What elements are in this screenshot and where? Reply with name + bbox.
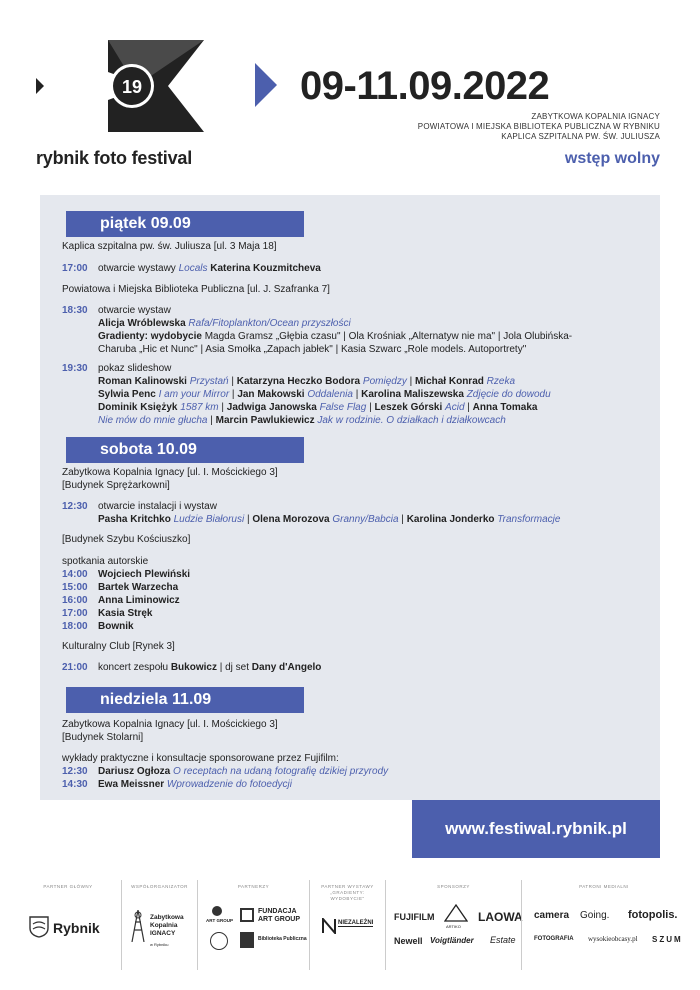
separator: | xyxy=(218,402,227,413)
location: [Budynek Sprężarkowni] xyxy=(62,480,170,491)
meeting-name: Wojciech Plewiński xyxy=(98,569,191,580)
separator: | xyxy=(244,514,253,525)
day-header-sunday: niedziela 11.09 xyxy=(66,687,304,713)
rybnik-crest-icon xyxy=(29,916,49,938)
circle-seal-icon xyxy=(210,932,228,950)
meeting-name: Bartek Warzecha xyxy=(98,582,179,593)
talk-time: 14:30 xyxy=(62,779,88,790)
artist-name: Marcin Pawlukiewicz xyxy=(215,415,318,426)
work-title: Nie mów do mnie głucha xyxy=(98,415,208,426)
work-title: Ludzie Białorusi xyxy=(173,514,245,525)
co-organizer: WSPÓŁORGANIZATOR Zabytkowa Kopalnia IGNACY w Rybniku xyxy=(121,880,197,970)
talk-time: 12:30 xyxy=(62,766,88,777)
separator: | xyxy=(229,389,238,400)
meeting-time: 17:00 xyxy=(62,608,88,619)
artist-name: Roman Kalinowski xyxy=(98,376,190,387)
meetings-title: spotkania autorskie xyxy=(62,556,149,567)
work-title: Acid xyxy=(445,402,465,413)
event-time: 19:30 xyxy=(62,363,88,374)
logo-number: 19 xyxy=(121,77,143,97)
event-line: pokaz slideshow xyxy=(98,363,172,374)
meeting-time: 15:00 xyxy=(62,582,88,593)
event-line: otwarcie instalacji i wystaw xyxy=(98,501,217,512)
work-title: Transformacje xyxy=(497,514,561,525)
meeting-time: 14:00 xyxy=(62,569,88,580)
artist-name: Karolina Jonderko xyxy=(406,514,498,525)
festival-dates: 09-11.09.2022 xyxy=(300,64,550,108)
separator: | xyxy=(207,415,216,426)
talks-intro: wykłady praktyczne i konsultacje sponsorowane przez Fujifilm: xyxy=(62,753,339,764)
event-line: otwarcie wystaw xyxy=(98,305,171,316)
location: Zabytkowa Kopalnia Ignacy [ul. I. Mościckiego 3] xyxy=(62,467,278,478)
work-title: 1587 km xyxy=(180,402,219,413)
artist-name: Sylwia Penc xyxy=(98,389,159,400)
festival-website-link[interactable]: www.festiwal.rybnik.pl xyxy=(412,800,660,858)
separator: | xyxy=(228,376,237,387)
meeting-name: Kasia Stręk xyxy=(98,608,153,619)
meeting-time: 16:00 xyxy=(62,595,88,606)
event-line: otwarcie wystawy Locals Katerina Kouzmitcheva xyxy=(98,263,321,274)
play-arrow-icon xyxy=(255,63,277,107)
event-line: Alicja Wróblewska Rafa/Fitoplankton/Ocean przyszłości xyxy=(98,318,351,329)
artgroup-mark-icon xyxy=(212,906,222,916)
triangle-logo-icon xyxy=(444,904,468,922)
separator: | xyxy=(464,402,473,413)
work-title: Przystań xyxy=(189,376,229,387)
work-title: I am your Mirror xyxy=(158,389,230,400)
slideshow-row xyxy=(98,376,515,389)
work-title: Rzeka xyxy=(486,376,516,387)
event-time: 21:00 xyxy=(62,662,88,673)
work-title: Granny/Babcia xyxy=(332,514,399,525)
artist-name: Olena Morozova xyxy=(252,514,333,525)
niezalezni-mark-icon xyxy=(322,918,336,934)
venue-list xyxy=(418,112,660,142)
slideshow-row xyxy=(98,402,538,415)
location: Zabytkowa Kopalnia Ignacy [ul. I. Mościckiego 3] xyxy=(62,719,278,730)
sponsors: SPONSORZY FUJIFILM ARTIKO LAOWA Newell Voigtländer Estate xyxy=(385,880,521,970)
artist-name: Jan Makowski xyxy=(237,389,308,400)
exhibition-partner: PARTNER WYSTAWY „GRADIENTY: WYDOBYCIE" NIEZALEŻNI xyxy=(309,880,385,970)
separator: | xyxy=(406,376,415,387)
event-line: Charuba „Hic et Nunc" | Asia Smołka „Zapach jabłek" | Kasia Szwarc „Role models. Autoportrety" xyxy=(98,344,527,355)
foundation-mark-icon xyxy=(240,908,254,922)
partners-strip xyxy=(0,880,700,980)
slideshow-row xyxy=(98,389,551,402)
artist-name: Pasha Kritchko xyxy=(98,514,174,525)
slideshow-row xyxy=(98,415,506,428)
day-header-friday: piątek 09.09 xyxy=(66,211,304,237)
venue: POWIATOWA I MIEJSKA BIBLIOTEKA PUBLICZNA W RYBNIKU xyxy=(417,122,660,131)
work-title: False Flag xyxy=(319,402,367,413)
artist-name: Katarzyna Heczko Bodora xyxy=(236,376,363,387)
program-panel xyxy=(40,195,660,800)
work-title: Pomiędzy xyxy=(362,376,407,387)
artist-name: Karolina Maliszewska xyxy=(361,389,467,400)
work-title: Oddalenia xyxy=(307,389,353,400)
event-time: 17:00 xyxy=(62,263,88,274)
separator: | xyxy=(366,402,375,413)
talk-line: Ewa Meissner Wprowadzenie do fotoedycji xyxy=(98,779,292,790)
artist-name: Jadwiga Janowska xyxy=(226,402,320,413)
event-line: koncert zespołu Bukowicz | dj set Dany d'Angelo xyxy=(98,662,322,673)
partners: PARTNERZY ART GROUP FUNDACJA ART GROUP Biblioteka Publiczna xyxy=(197,880,309,970)
day-header-saturday: sobota 10.09 xyxy=(66,437,304,463)
event-time: 12:30 xyxy=(62,501,88,512)
work-title: Jak w rodzinie. O działkach i działkowcach xyxy=(317,415,506,426)
location: [Budynek Szybu Kościuszko] xyxy=(62,534,191,545)
mine-tower-icon xyxy=(130,910,146,942)
separator: | xyxy=(398,514,407,525)
library-mark-icon xyxy=(240,932,254,948)
festival-name: rybnik foto festival xyxy=(36,148,193,168)
media-patrons: PATRONI MEDIALNI camera Going. fotopolis. FOTOGRAFIA wysokieobcasy.pl SZUM xyxy=(521,880,686,970)
small-arrow-icon xyxy=(36,78,44,94)
artist-name: Michał Konrad xyxy=(414,376,487,387)
meeting-name: Anna Liminowicz xyxy=(98,595,180,606)
location: [Budynek Stolarni] xyxy=(62,732,144,743)
exhibition-row xyxy=(98,514,560,527)
event-line: Gradienty: wydobycie Magda Gramsz „Głębia czasu" | Ola Krośniak „Alternatyw nie ma" | Jola Olubińska- xyxy=(98,331,573,342)
artist-name: Anna Tomaka xyxy=(472,402,538,413)
meeting-name: Bownik xyxy=(98,621,134,632)
venue: KAPLICA SZPITALNA PW. ŚW. JULIUSZA xyxy=(501,132,660,141)
festival-logo xyxy=(36,40,206,132)
free-entry-label: wstęp wolny xyxy=(564,150,660,167)
separator: | xyxy=(352,389,362,400)
talk-line: Dariusz Ogłoza O receptach na udaną fotografię dzikiej przyrody xyxy=(98,766,389,777)
artist-name: Dominik Księżyk xyxy=(98,402,181,413)
location: Powiatowa i Miejska Biblioteka Publiczna [ul. J. Szafranka 7] xyxy=(62,284,330,295)
location: Kulturalny Club [Rynek 3] xyxy=(62,641,175,652)
venue: ZABYTKOWA KOPALNIA IGNACY xyxy=(531,112,660,121)
artist-name: Leszek Górski xyxy=(374,402,446,413)
location: Kaplica szpitalna pw. św. Juliusza [ul. 3 Maja 18] xyxy=(62,241,277,252)
event-time: 18:30 xyxy=(62,305,88,316)
main-partner: PARTNER GŁÓWNY Rybnik xyxy=(15,880,121,970)
work-title: Zdjęcie do dowodu xyxy=(466,389,551,400)
meeting-time: 18:00 xyxy=(62,621,88,632)
